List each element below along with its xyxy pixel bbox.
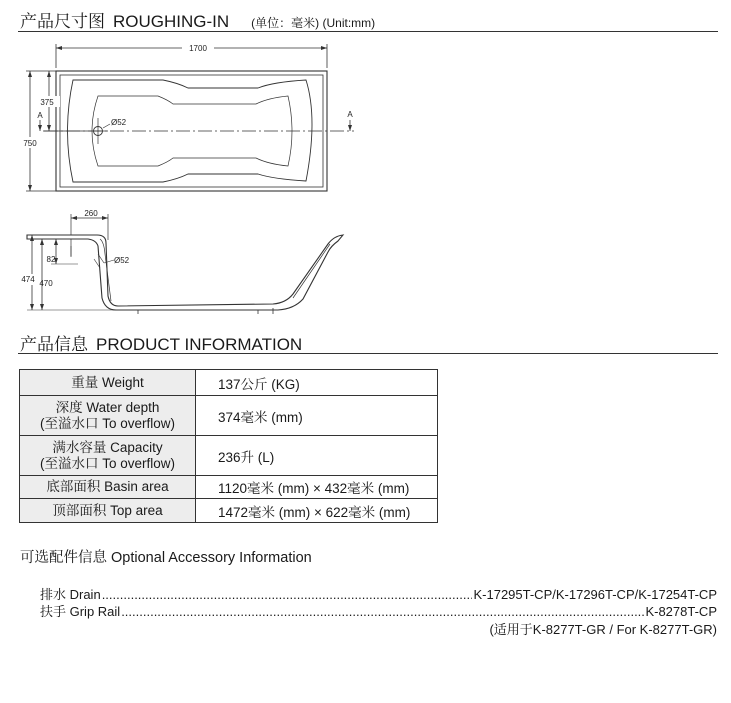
spec-label-line: 重量 Weight [71, 374, 144, 390]
dim-drain-offset: 260 [84, 209, 98, 218]
spec-value: 1120毫米 (mm) × 432毫米 (mm) [196, 476, 438, 499]
accessory-heading: 可选配件信息 Optional Accessory Information [20, 550, 312, 566]
table-row [20, 476, 438, 499]
dim-overflow-drop: 82 [46, 255, 56, 264]
accessory-note: (适用于K-8277T-GR / For K-8277T-GR) [489, 622, 717, 637]
dim-total-height: 474 [21, 275, 35, 284]
roughing-divider [18, 31, 718, 32]
dim-half-width: 375 [40, 98, 54, 107]
accessory-label: 扶手 Grip Rail [40, 604, 121, 619]
spec-value: 137公斤 (KG) [196, 370, 438, 396]
table-row [20, 396, 438, 436]
spec-label-line: 底部面积 Basin area [46, 479, 169, 494]
drain-diameter-plan: Ø52 [111, 118, 127, 127]
section-mark-left: A [37, 111, 43, 120]
spec-label [20, 396, 196, 436]
plan-view-drawing [18, 38, 358, 198]
section-view-drawing [18, 206, 358, 318]
spec-label-line: 满水容量 Capacity [52, 439, 163, 455]
drain-diameter-section: Ø52 [114, 256, 130, 265]
spec-label-line: 深度 Water depth [55, 399, 160, 415]
accessory-item-grip-rail [40, 601, 717, 620]
spec-label [20, 436, 196, 476]
roughing-title-cn: 产品尺寸图 [20, 12, 105, 31]
spec-label [20, 476, 196, 499]
accessory-value: K-17295T-CP/K-17296T-CP/K-17254T-CP [473, 587, 717, 602]
table-row [20, 370, 438, 396]
leader-dots [121, 604, 644, 619]
spec-label-sub: (至溢水口 To overflow) [39, 455, 176, 471]
spec-value: 236升 (L) [196, 436, 438, 476]
spec-value: 1472毫米 (mm) × 622毫米 (mm) [196, 499, 438, 523]
product-spec-table [19, 369, 438, 523]
product-info-heading [20, 330, 302, 355]
section-mark-right: A [347, 110, 353, 119]
accessory-label: 排水 Drain [40, 587, 101, 602]
roughing-in-heading [20, 7, 375, 32]
product-divider [18, 353, 718, 354]
unit-note: (单位：毫米) (Unit:mm) [251, 16, 376, 30]
product-title-en: PRODUCT INFORMATION [96, 335, 303, 354]
table-row [20, 436, 438, 476]
dim-width: 750 [23, 139, 37, 148]
tub-profile [27, 235, 343, 310]
product-title-cn: 产品信息 [20, 335, 88, 354]
spec-value: 374毫米 (mm) [196, 396, 438, 436]
spec-label-sub: (至溢水口 To overflow) [39, 415, 176, 431]
dim-inner-height: 470 [39, 279, 53, 288]
accessory-value: K-8278T-CP [645, 604, 717, 619]
table-row [20, 499, 438, 523]
spec-label [20, 499, 196, 523]
spec-label-line: 顶部面积 Top area [52, 502, 163, 518]
leader-dots [102, 587, 473, 602]
spec-label [20, 370, 196, 396]
roughing-title-en: ROUGHING-IN [113, 12, 230, 31]
dim-length: 1700 [189, 44, 207, 53]
